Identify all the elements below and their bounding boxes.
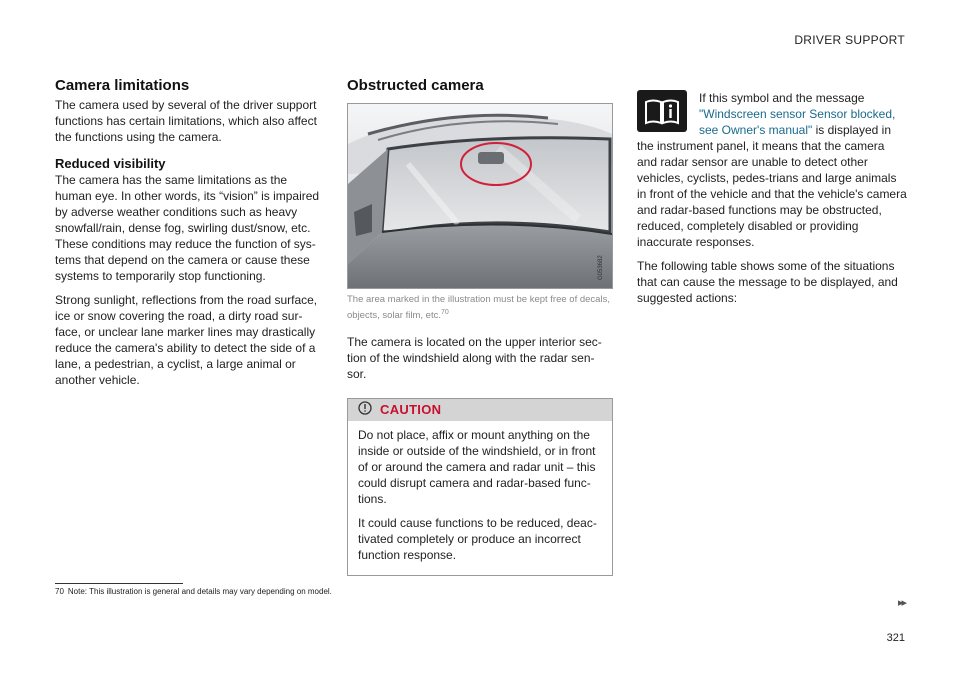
message-rest: is displayed in the instrument panel, it means that the camera and radar sensor are unable to detect other vehicles, cyclists, pedes-trians and large animals in front of the vehicle and that the vehicle's camera and radar-based functions may be obstructed, reduced, completely disabled or providing inaccurate responses. [637,123,907,249]
column-obstructed-camera [347,76,613,576]
footnote-text: Note: This illustration is general and details may vary depending on model. [67,587,332,596]
footnote-number: 70 [55,587,64,596]
windshield-illustration [347,103,613,289]
manual-info-icon [637,90,687,132]
section-title: Obstructed camera [347,77,484,94]
reduced-visibility-paragraph: The camera has the same limitations as the human eye. In other words, its “vision” is impaired by adverse weather conditions such as heavy snowfall/rain, dense fog, swirling dust/snow, etc. These conditions may reduce the function of sys-tems that depend on the camera or cause these systems to temporarily stop functioning. [55,173,320,283]
footnote [55,587,332,596]
caution-title: CAUTION [380,402,442,418]
caution-paragraph-2: It could cause functions to be reduced, deac-tivated completely or produce an incorrect function response. [358,516,597,563]
message-paragraph [637,90,907,250]
section-header: DRIVER SUPPORT [794,33,905,47]
message-lead: If this symbol and the message [699,91,865,105]
caption-text: The area marked in the illustration must be kept free of decals, objects, solar film, etc. [347,294,610,322]
footnote-rule [55,583,183,584]
intro-paragraph: The camera used by several of the driver support functions has certain limitations, which also affect the functions using the camera. [55,98,317,144]
caution-box [347,398,613,576]
caution-paragraph-1: Do not place, affix or mount anything on the inside or outside of the windshield, or in front of or around the camera and radar unit – this could disrupt camera and radar-based func-tions. [358,428,596,507]
caution-body [348,421,612,575]
page-number: 321 [886,632,905,644]
column-camera-limitations [55,76,325,396]
next-page-arrows[interactable]: ▸▸ [897,597,905,609]
camera-location-paragraph: The camera is located on the upper interior sec-tion of the windshield along with the radar sen-sor. [347,335,602,382]
column-sensor-message [637,90,907,314]
display-message: "Windscreen sensor Sensor blocked, see Owner's manual" [699,107,896,137]
figure-caption [347,293,613,322]
caution-icon [358,401,372,419]
caution-header [348,399,612,421]
table-intro-paragraph: The following table shows some of the situations that can cause the message to be displayed, and suggested actions: [637,259,898,305]
sunlight-paragraph: Strong sunlight, reflections from the road surface, ice or snow covering the road, a dirty road sur-face, or unclear lane marker lines may drastically reduce the camera's ability to detect the side of a lane, a pedestrian, a cyclist, a large animal or another vehicle. [55,293,318,387]
figure-code: G053682 [598,255,604,280]
subsection-title: Reduced visibility [55,156,166,171]
footnote-ref: 70 [440,309,449,316]
section-title: Camera limitations [55,77,190,94]
